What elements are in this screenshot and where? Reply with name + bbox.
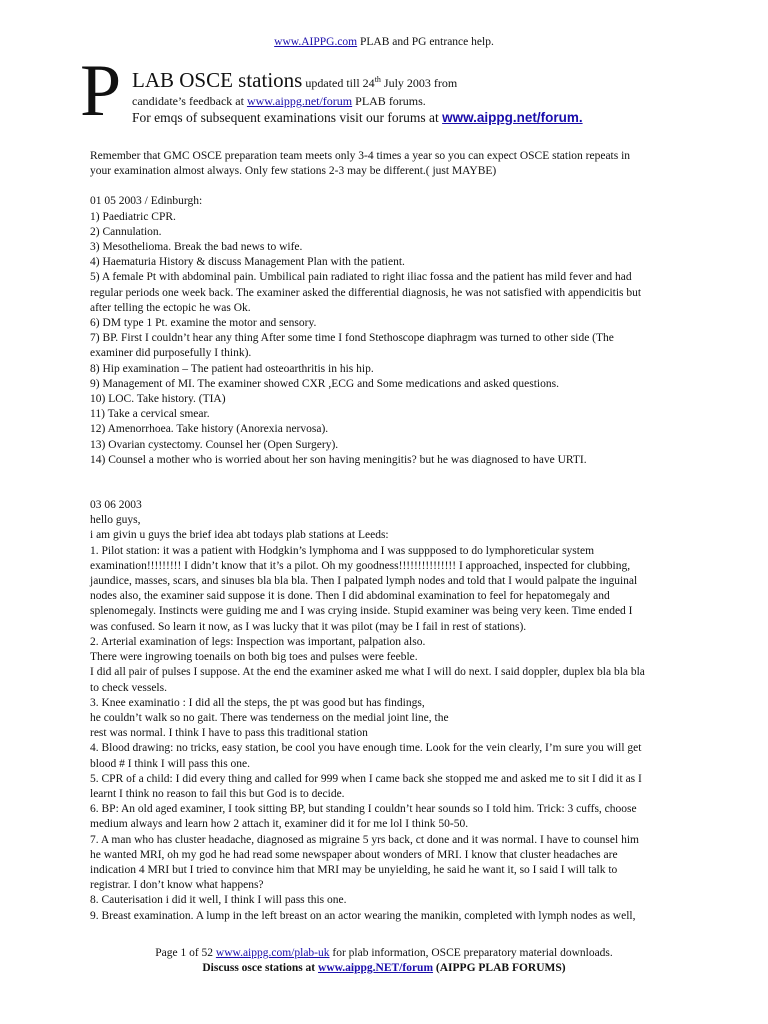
- text-line: registrar. I don’t know what happens?: [90, 879, 264, 892]
- forum-link-emqs[interactable]: www.aippg.net/forum.: [442, 110, 583, 125]
- text-line: 12) Amenorrhoea. Take history (Anorexia nervosa).: [90, 423, 329, 436]
- text-line: 1. Pilot station: it was a patient with Hodgkin’s lymphoma and I was suppposed to do lymphoreticular system: [90, 544, 595, 557]
- text-line: 4. Blood drawing: no tricks, easy station, be cool you have enough time. Look for the vein clearly, I’m sure you will get: [90, 742, 642, 755]
- text-line: blood # I think I will pass this one.: [90, 757, 251, 770]
- title-line-3: For emqs of subsequent examinations visit our forums at www.aippg.net/forum.: [132, 110, 583, 125]
- section-leeds-list: [90, 513, 690, 923]
- text-line: 4) Haematuria History & discuss Management Plan with the patient.: [90, 256, 405, 269]
- page-title: [132, 68, 457, 93]
- text-line: 1) Paediatric CPR.: [90, 210, 176, 223]
- text-line: I did all pair of pulses I suppose. At the end the examiner asked me what I will do next. I said doppler, duplex bla bla bla: [90, 666, 645, 679]
- text-line: 3) Mesothelioma. Break the bad news to wife.: [90, 241, 303, 254]
- footer-forum-link[interactable]: www.aippg.NET/forum: [318, 962, 434, 974]
- title-initial-letter: P: [80, 50, 122, 132]
- text-line: 8. Cauterisation i did it well, I think I will pass this one.: [90, 894, 347, 907]
- text-line: regular periods one week back. The examiner asked the differential diagnosis, he was not satisfied with appendicitis but: [90, 286, 642, 299]
- section-heading: 03 06 2003: [90, 499, 142, 512]
- text-line: to check vessels.: [90, 681, 167, 694]
- text-line: There were ingrowing toenails on both big toes and pulses were feeble.: [90, 651, 418, 664]
- text-line: he couldn’t walk so no gait. There was tenderness on the medial joint line, the: [90, 711, 449, 724]
- text-line: 7. A man who has cluster headache, diagnosed as migraine 5 yrs back, ct done and it was normal. I have to counsel him: [90, 833, 639, 846]
- text-line: jaundice, masses, scars, and sinuses bla bla bla. Then I palpated lymph nodes and told that I would palpate the inguinal: [90, 575, 638, 588]
- title-updated: updated till 24th July 2003 from: [302, 75, 458, 90]
- text-line: medium always and learn how 2 attach it, examiner did it for me lol I think 50-50.: [90, 818, 469, 831]
- text-line: 2. Arterial examination of legs: Inspection was important, palpation also.: [90, 635, 426, 648]
- text-line: 9. Breast examination. A lump in the left breast on an actor wearing the manikin, completed with lymph nodes as well,: [90, 909, 636, 922]
- footer-plab-link[interactable]: www.aippg.com/plab-uk: [215, 947, 330, 959]
- text-line: rest was normal. I think I have to pass this traditional station: [90, 727, 368, 740]
- text-line: 13) Ovarian cystectomy. Counsel her (Open Surgery).: [90, 438, 339, 451]
- header-link[interactable]: www.AIPPG.com: [274, 36, 358, 48]
- text-line: was confused. So learn it now, as I was lucky that it was pilot (may be I fail in rest of stations).: [90, 620, 527, 633]
- footer-line-1: Page 1 of 52 www.aippg.com/plab-uk for plab information, OSCE preparatory material downloads.: [155, 947, 613, 959]
- section-heading: 01 05 2003 / Edinburgh:: [90, 195, 203, 208]
- text-line: 14) Counsel a mother who is worried about her son having meningitis? but he was diagnosed to have URTI.: [90, 453, 587, 466]
- text-line: 9) Management of MI. The examiner showed CXR ,ECG and Some medications and asked questions.: [90, 377, 559, 390]
- text-line: examination!!!!!!!!! I didn’t know that it’s a pilot. Oh my goodness!!!!!!!!!!!!!!! I approached, inspected for clubbing,: [90, 559, 631, 572]
- page-header: [0, 36, 768, 48]
- text-line: 2) Cannulation.: [90, 225, 162, 238]
- text-line: 6) DM type 1 Pt. examine the motor and sensory.: [90, 317, 317, 330]
- text-line: 5. CPR of a child: I did every thing and called for 999 when I came back she stopped me and asked me to sit I did it as I: [90, 772, 642, 785]
- document-body: [90, 149, 690, 924]
- text-line: i am givin u guys the brief idea abt todays plab stations at Leeds:: [90, 529, 389, 542]
- text-line: learnt I think no reason to fail this but God is to decide.: [90, 787, 345, 800]
- forum-link[interactable]: www.aippg.net/forum: [246, 94, 353, 108]
- text-line: 6. BP: An old aged examiner, I took sitting BP, but standing I couldn’t hear sounds so I told him. Trick: 3 cuffs, choose: [90, 803, 637, 816]
- text-line: indication 4 MRI but I tried to convince him that MRI may be unyielding, he said he want it, so I said I will talk to: [90, 863, 618, 876]
- intro-line: your examination almost always. Only few stations 2-3 may be different.( just MAYBE): [90, 165, 497, 178]
- title-line-2: candidate’s feedback at www.aippg.net/forum PLAB forums.: [132, 94, 426, 108]
- text-line: splenomegaly. Instincts were guiding me and I was crying inside. Stupid examiner was being very keen. Time ended I: [90, 605, 633, 618]
- text-line: 3. Knee examinatio : I did all the steps, the pt was good but has findings,: [90, 696, 425, 709]
- text-line: he wanted MRI, oh my god he had read some newspaper about wonders of MRI. I know that cluster headaches are: [90, 848, 618, 861]
- text-line: 5) A female Pt with abdominal pain. Umbilical pain radiated to right iliac fossa and the patient has mild fever and had: [90, 271, 632, 284]
- text-line: 7) BP. First I couldn’t hear any thing After some time I fond Stethoscope diaphragm was turned to other side (The: [90, 332, 614, 345]
- text-line: hello guys,: [90, 514, 141, 527]
- footer-line-2: Discuss osce stations at www.aippg.NET/forum (AIPPG PLAB FORUMS): [202, 962, 566, 974]
- section-edinburgh-list: [90, 210, 690, 468]
- text-line: after telling the ectopic he was Ok.: [90, 301, 251, 314]
- title-main: LAB OSCE stations: [132, 68, 303, 92]
- text-line: nodes also, the examiner said suppose it is done. Then I did abdominal examination to feel for hepatomegaly and: [90, 590, 610, 603]
- intro-line: Remember that GMC OSCE preparation team meets only 3-4 times a year so you can expect OSCE station repeats in: [90, 150, 631, 162]
- text-line: examiner did purposefully I think).: [90, 347, 252, 360]
- text-line: 10) LOC. Take history. (TIA): [90, 393, 226, 406]
- header-text: PLAB and PG entrance help.: [357, 36, 494, 48]
- text-line: 11) Take a cervical smear.: [90, 408, 210, 421]
- text-line: 8) Hip examination – The patient had osteoarthritis in his hip.: [90, 362, 374, 375]
